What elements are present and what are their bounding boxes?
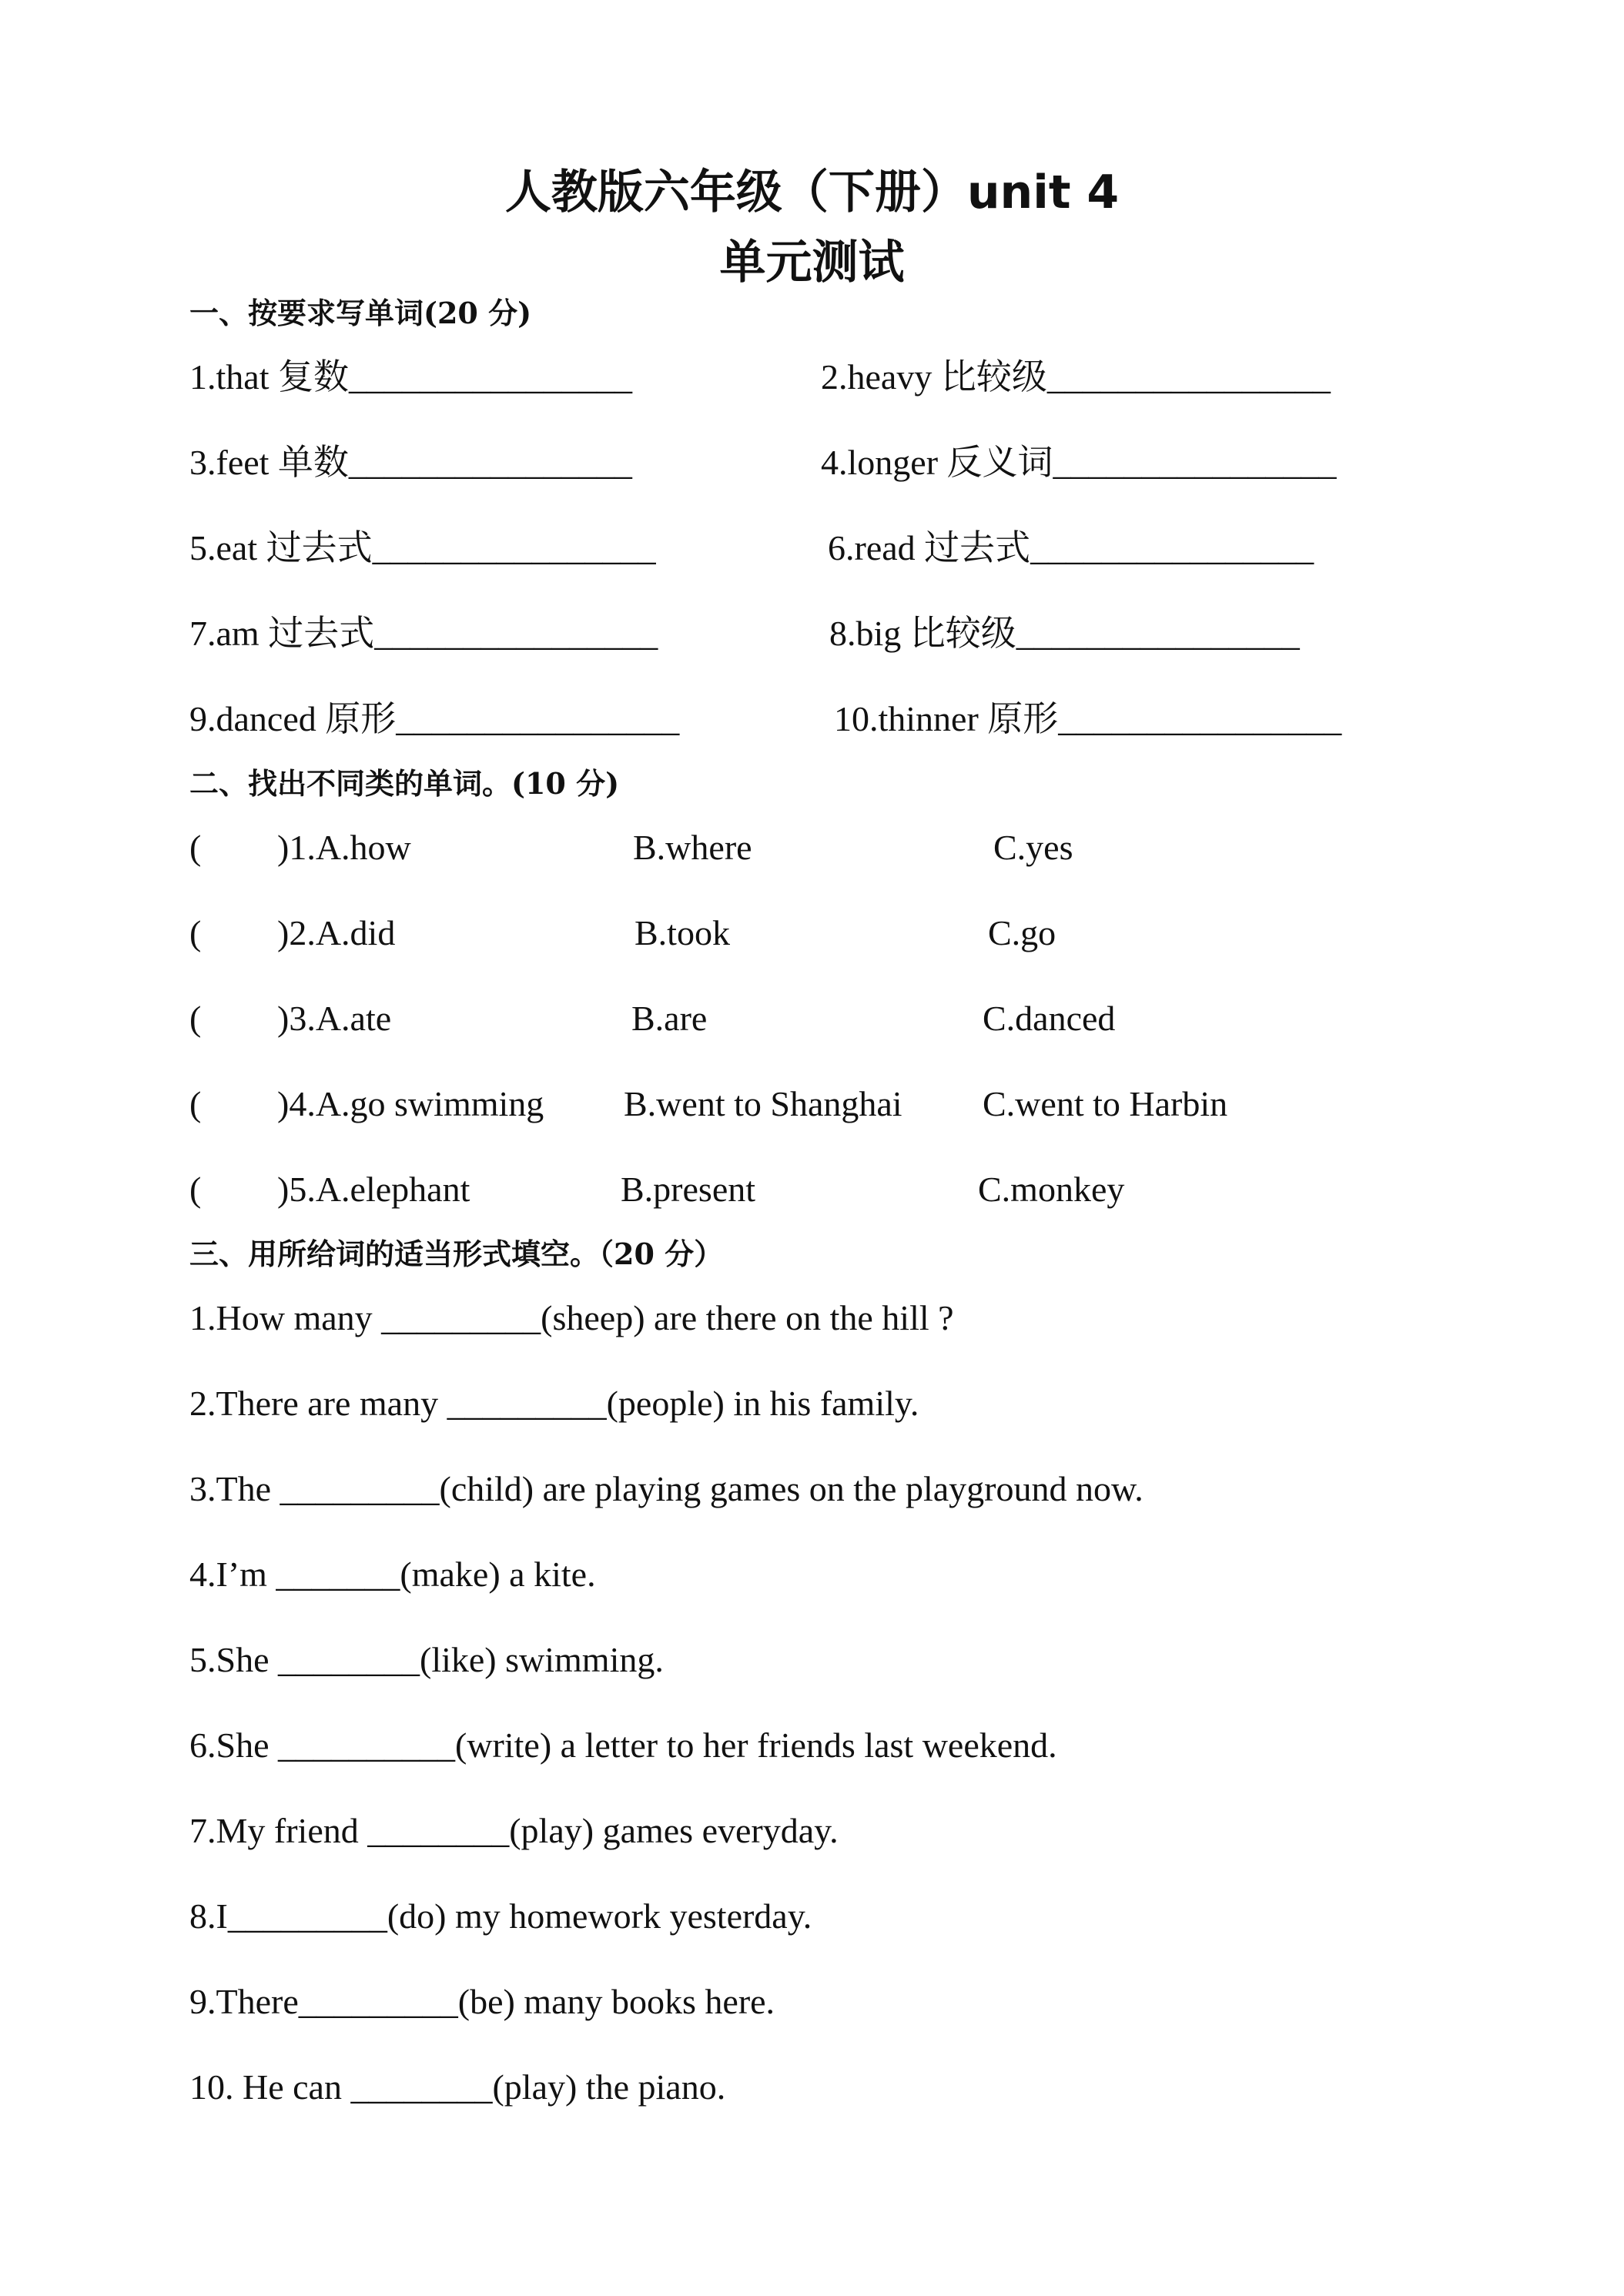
option-a: )3.A.ate <box>277 999 392 1038</box>
option-a: )1.A.how <box>277 828 411 867</box>
word-item-10: 10.thinner 原形________________ <box>834 699 1342 738</box>
section1-heading: 一、按要求写单词(20 分) <box>189 296 532 330</box>
word-item-2: 2.heavy 比较级________________ <box>821 357 1331 397</box>
option-b: B.went to Shanghai <box>624 1084 902 1123</box>
fill-blank-item-9: 9.There_________(be) many books here. <box>189 1982 775 2021</box>
word-item-8: 8.big 比较级________________ <box>829 614 1300 653</box>
page-subtitle: 单元测试 <box>719 236 905 290</box>
word-item-4: 4.longer 反义词________________ <box>821 443 1337 482</box>
page-title: 人教版六年级（下册）unit 4 <box>504 166 1120 219</box>
word-item-5: 5.eat 过去式________________ <box>189 528 656 567</box>
fill-blank-item-10: 10. He can ________(play) the piano. <box>189 2067 726 2107</box>
fill-blank-item-6: 6.She __________(write) a letter to her friends last weekend. <box>189 1725 1057 1765</box>
fill-blank-item-5: 5.She ________(like) swimming. <box>189 1640 664 1679</box>
word-item-1: 1.that 复数________________ <box>189 357 632 397</box>
option-c: C.went to Harbin <box>983 1084 1228 1123</box>
fill-blank-item-3: 3.The _________(child) are playing games on the playground now. <box>189 1469 1143 1508</box>
section2-heading: 二、找出不同类的单词。(10 分) <box>189 766 620 801</box>
fill-blank-item-8: 8.I_________(do) my homework yesterday. <box>189 1896 812 1936</box>
fill-blank-item-4: 4.I’m _______(make) a kite. <box>189 1555 596 1594</box>
option-c: C.yes <box>993 828 1073 867</box>
fill-blank-item-7: 7.My friend ________(play) games everyday. <box>189 1811 839 1850</box>
word-item-6: 6.read 过去式________________ <box>828 528 1314 567</box>
word-item-9: 9.danced 原形________________ <box>189 699 680 738</box>
answer-paren: ( <box>189 828 202 867</box>
option-a: )2.A.did <box>277 913 396 952</box>
option-a: )4.A.go swimming <box>277 1084 544 1123</box>
answer-paren: ( <box>189 1170 202 1209</box>
answer-paren: ( <box>189 999 202 1038</box>
answer-paren: ( <box>189 1084 202 1123</box>
fill-blank-item-2: 2.There are many _________(people) in his family. <box>189 1384 919 1423</box>
word-item-3: 3.feet 单数________________ <box>189 443 632 482</box>
option-b: B.are <box>631 999 708 1038</box>
option-b: B.where <box>633 828 752 867</box>
option-c: C.danced <box>983 999 1116 1038</box>
option-a: )5.A.elephant <box>277 1170 470 1209</box>
option-c: C.go <box>988 913 1056 952</box>
section3-heading: 三、用所给词的适当形式填空。（20 分） <box>189 1237 724 1271</box>
option-b: B.present <box>621 1170 756 1209</box>
answer-paren: ( <box>189 913 202 952</box>
option-b: B.took <box>635 913 730 952</box>
option-c: C.monkey <box>978 1170 1125 1209</box>
fill-blank-item-1: 1.How many _________(sheep) are there on the hill ? <box>189 1298 954 1337</box>
word-item-7: 7.am 过去式________________ <box>189 614 658 653</box>
